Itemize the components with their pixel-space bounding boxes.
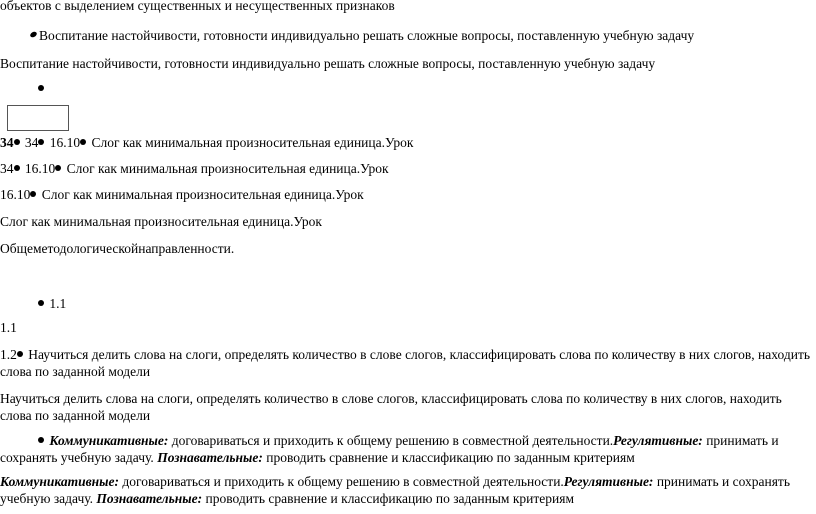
upbringing-text: Воспитание настойчивости, готовности индивидуально решать сложные вопросы, поставленную учебную задачу xyxy=(39,28,695,43)
communicative-text: договариваться и приходить к общему решению в совместной деятельности. xyxy=(119,474,564,489)
regulative-text: принимать и сохранять учебную задачу. xyxy=(0,433,779,465)
text-line-upbringing: Воспитание настойчивости, готовности индивидуально решать сложные вопросы, поставленную учебную задачу xyxy=(0,56,656,71)
bulleted-line-upbringing xyxy=(30,27,694,44)
communicative-label: Коммуникативные: xyxy=(49,433,169,448)
cognitive-label: Познавательные: xyxy=(157,450,263,465)
regulative-label: Регулятивные: xyxy=(563,474,654,489)
learning-goal-text: Научиться делить слова на слоги, определять количество в слове слогов, классифицировать слова по количеству в них слогов, находить слова по заданной модели xyxy=(0,347,810,379)
uud-bulleted xyxy=(0,432,800,466)
row-date: 16.10 xyxy=(24,161,56,176)
bullet-icon xyxy=(38,300,44,306)
row-number: 34 xyxy=(24,135,39,150)
uud-paragraph xyxy=(0,473,800,507)
bulleted-number-1-1 xyxy=(38,295,66,312)
lone-bullet xyxy=(38,80,46,97)
item-number: 1.1 xyxy=(49,296,67,311)
regulative-text: принимать и сохранять учебную задачу. xyxy=(0,474,790,506)
item-number: 1.2 xyxy=(0,347,17,362)
learning-goal: Научиться делить слова на слоги, определять количество в слове слогов, классифицировать слова по количеству в них слогов, находить слова по заданной модели xyxy=(0,391,782,423)
bullet-icon xyxy=(38,437,44,443)
bullet-icon xyxy=(55,165,61,171)
row-number: 34 xyxy=(0,135,14,150)
row-topic: Слог как минимальная произносительная единица.Урок xyxy=(41,187,364,202)
regulative-label: Регулятивные: xyxy=(613,433,703,448)
row-34-b xyxy=(0,160,389,177)
bullet-icon xyxy=(29,31,38,39)
row-1610 xyxy=(0,186,364,203)
bullet-icon xyxy=(30,191,36,197)
bullet-icon xyxy=(14,139,20,145)
text-line-objects: объектов с выделением существенных и несущественных признаков xyxy=(0,0,395,13)
bullet-icon xyxy=(80,139,86,145)
row-slog: Слог как минимальная произносительная единица.Урок xyxy=(0,214,322,229)
cognitive-text: проводить сравнение и классификацию по заданным критериям xyxy=(202,491,574,506)
row-topic: Слог как минимальная произносительная единица.Урок xyxy=(91,135,414,150)
bullet-icon xyxy=(14,165,20,171)
row-lesson-type: Общеметодологическойнаправленности. xyxy=(0,241,235,256)
bullet-icon xyxy=(38,139,44,145)
row-topic: Слог как минимальная произносительная единица.Урок xyxy=(66,161,389,176)
cognitive-text: проводить сравнение и классификацию по заданным критериям xyxy=(262,450,635,465)
bullet-icon xyxy=(38,85,44,91)
row-number: 34 xyxy=(0,161,14,176)
row-34-a xyxy=(0,134,413,151)
row-date: 16.10 xyxy=(0,187,31,202)
communicative-text: договариваться и приходить к общему решению в совместной деятельности. xyxy=(168,433,614,448)
learning-goal-bulleted xyxy=(0,346,812,380)
number-1-1: 1.1 xyxy=(0,320,17,335)
row-date: 16.10 xyxy=(49,135,81,150)
cognitive-label: Познавательные: xyxy=(96,491,203,506)
communicative-label: Коммуникативные: xyxy=(0,474,120,489)
bullet-icon xyxy=(17,351,23,357)
empty-cell-box xyxy=(7,105,69,131)
